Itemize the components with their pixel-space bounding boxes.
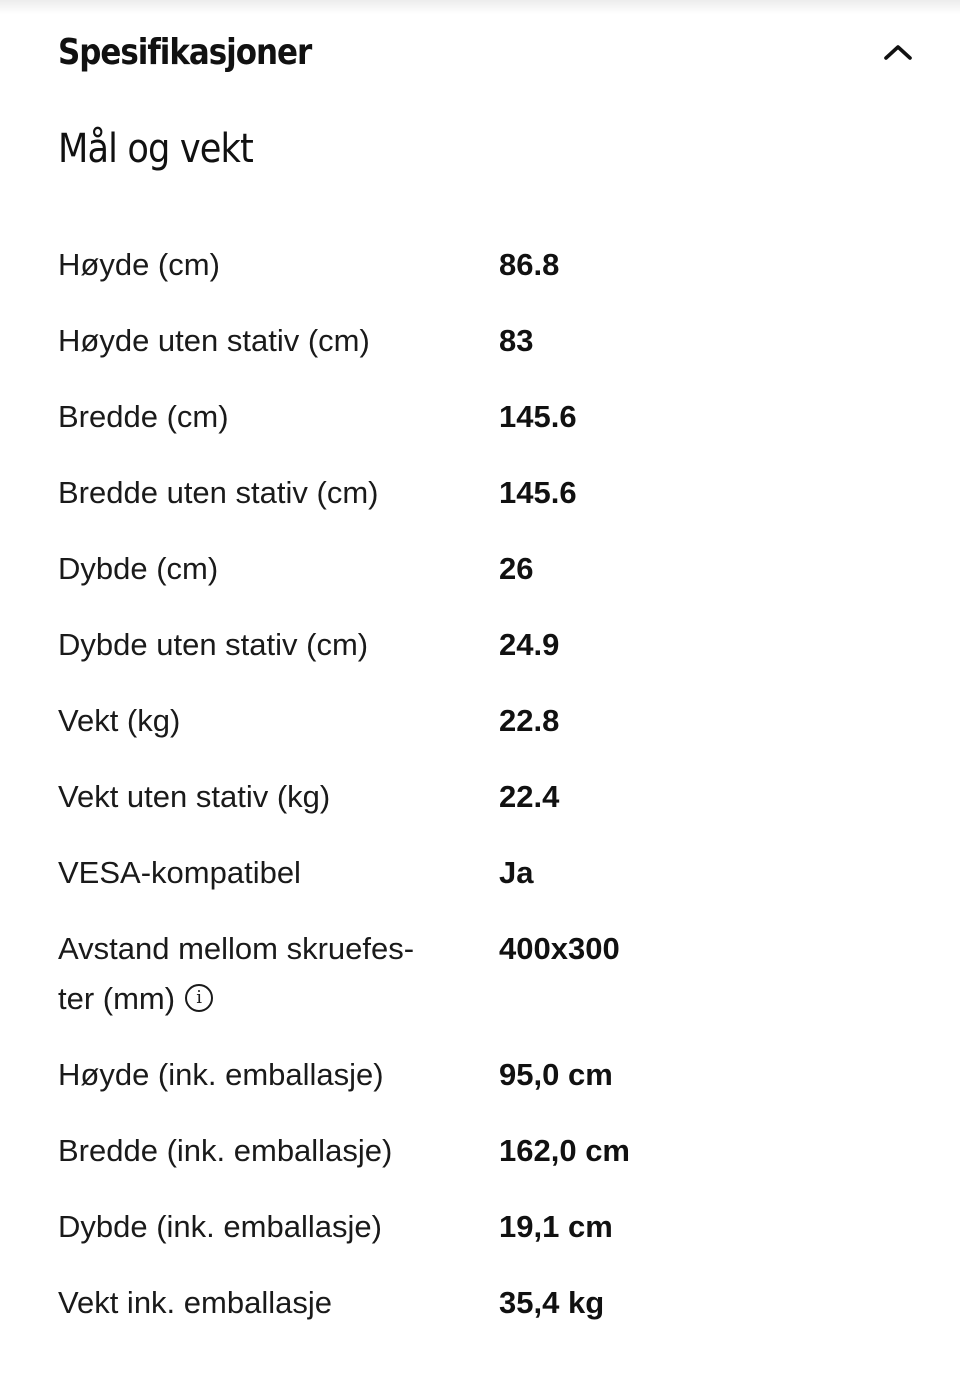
spec-value: 400x300 <box>499 931 620 966</box>
spec-value: 95,0 cm <box>499 1057 613 1092</box>
spec-label: Vekt uten stativ (kg) <box>58 779 331 814</box>
spec-row-depth <box>58 528 908 604</box>
spec-label: Høyde (cm) <box>58 247 220 282</box>
group-title: Mål og vekt <box>58 126 253 172</box>
spec-label-line1: Avstand mellom skruefes- <box>58 931 415 966</box>
spec-label: Dybde (cm) <box>58 551 219 586</box>
spec-table <box>58 224 908 1338</box>
spec-value: 83 <box>499 323 534 358</box>
spec-label: Bredde uten stativ (cm) <box>58 475 379 510</box>
spec-row-height-packaged <box>58 1034 908 1110</box>
specifications-header[interactable] <box>58 22 908 82</box>
spec-row-weight-no-stand <box>58 756 908 832</box>
spec-label: Bredde (cm) <box>58 399 229 434</box>
spec-row-vesa <box>58 832 908 908</box>
info-icon[interactable]: i <box>185 984 213 1012</box>
spec-row-width <box>58 376 908 452</box>
spec-row-height-no-stand <box>58 300 908 376</box>
spec-label: VESA-kompatibel <box>58 855 301 890</box>
section-title: Spesifikasjoner <box>58 31 312 73</box>
spec-row-width-packaged <box>58 1110 908 1186</box>
chevron-up-icon <box>882 42 914 62</box>
spec-row-depth-no-stand <box>58 604 908 680</box>
spec-label: Bredde (ink. emballasje) <box>58 1133 393 1168</box>
spec-row-depth-packaged <box>58 1186 908 1262</box>
spec-row-weight <box>58 680 908 756</box>
spec-label: Vekt ink. emballasje <box>58 1285 332 1320</box>
spec-label: Vekt (kg) <box>58 703 181 738</box>
spec-label: Høyde (ink. emballasje) <box>58 1057 384 1092</box>
spec-value: Ja <box>499 855 534 890</box>
spec-label: Dybde (ink. emballasje) <box>58 1209 382 1244</box>
spec-value: 26 <box>499 551 534 586</box>
spec-value: 145.6 <box>499 475 577 510</box>
spec-value: 145.6 <box>499 399 577 434</box>
spec-value: 22.4 <box>499 779 560 814</box>
spec-row-height <box>58 224 908 300</box>
spec-row-width-no-stand <box>58 452 908 528</box>
spec-label: Høyde uten stativ (cm) <box>58 323 370 358</box>
spec-label: Dybde uten stativ (cm) <box>58 627 369 662</box>
spec-value: 86.8 <box>499 247 560 282</box>
spec-label <box>58 924 499 1024</box>
spec-value: 24.9 <box>499 627 560 662</box>
top-shadow <box>0 0 960 14</box>
spec-value: 35,4 kg <box>499 1285 605 1320</box>
collapse-button[interactable] <box>876 30 920 74</box>
spec-value: 162,0 cm <box>499 1133 630 1168</box>
spec-row-weight-packaged <box>58 1262 908 1338</box>
spec-row-screw-distance <box>58 908 908 1034</box>
spec-value: 22.8 <box>499 703 560 738</box>
spec-value: 19,1 cm <box>499 1209 613 1244</box>
spec-label-line2: ter (mm) <box>58 981 176 1016</box>
